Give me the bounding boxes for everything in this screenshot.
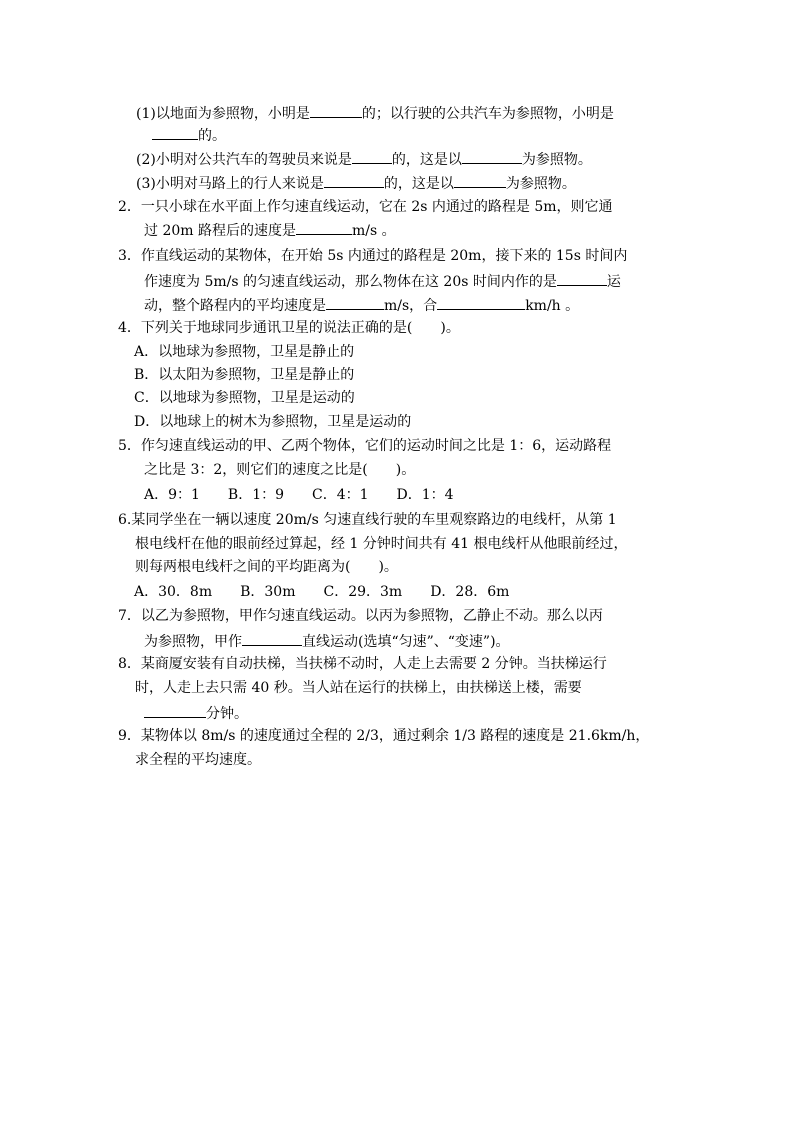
q2-line2 <box>144 219 396 241</box>
q6-line1: 6.某同学坐在一辆以速度 20m/s 匀速直线行驶的车里观察路边的电线杆，从第 1 <box>118 512 617 528</box>
q1-sub2-text-a: (2)小明对公共汽车的驾驶员来说是 <box>136 152 352 168</box>
q1-sub1-blank-1[interactable] <box>310 102 362 118</box>
q1-sub2-line <box>136 148 592 170</box>
q7-blank[interactable] <box>242 630 302 646</box>
q5-line1: 5．作匀速直线运动的甲、乙两个物体，它们的运动时间之比是 1：6，运动路程 <box>118 438 612 454</box>
q4-option-c[interactable]: C．以地球为参照物，卫星是运动的 <box>134 390 355 406</box>
q3-text-e: km/h 。 <box>525 298 580 314</box>
q3-line1: 3．作直线运动的某物体，在开始 5s 内通过的路程是 20m，接下来的 15s 时间内 <box>118 248 628 264</box>
q2-line1: 2．一只小球在水平面上作匀速直线运动，它在 2s 内通过的路程是 5m，则它通 <box>118 199 613 215</box>
q1-sub3-blank-2[interactable] <box>454 172 506 188</box>
q1-sub3-line <box>136 172 576 194</box>
q1-sub3-blank-1[interactable] <box>324 172 384 188</box>
q1-sub2-blank-1[interactable] <box>352 148 392 164</box>
q3-blank-3[interactable] <box>437 294 525 310</box>
q3-text-a: 作速度为 5m/s 的匀速直线运动，那么物体在这 20s 时间内作的是 <box>144 274 557 290</box>
q4-option-d[interactable]: D．以地球上的树木为参照物，卫星是运动的 <box>134 414 412 430</box>
q1-sub1-blank-2[interactable] <box>152 124 198 140</box>
q4-stem: 4．下列关于地球同步通讯卫星的说法正确的是( )。 <box>118 320 460 336</box>
q3-blank-1[interactable] <box>557 270 607 286</box>
q1-sub3-text-a: (3)小明对马路上的行人来说是 <box>136 176 324 192</box>
q1-sub3-text-c: 为参照物。 <box>505 176 576 192</box>
q2-text-a: 过 20m 路程后的速度是 <box>144 223 296 239</box>
q1-sub1-line1 <box>136 102 614 124</box>
q1-sub1-text-a: (1)以地面为参照物，小明是 <box>136 106 310 122</box>
q8-line1: 8．某商厦安装有自动扶梯，当扶梯不动时，人走上去需要 2 分钟。当扶梯运行 <box>118 656 607 672</box>
q6-line2: 根电线杆在他的眼前经过算起，经 1 分钟时间共有 41 根电线杆从他眼前经过， <box>135 536 628 552</box>
q5-options[interactable]: A．9：1 B．1：9 C．4：1 D．1：4 <box>144 487 454 503</box>
q8-line2: 时，人走上去只需 40 秒。当人站在运行的扶梯上，由扶梯送上楼，需要 <box>135 680 582 696</box>
q5-line2: 之比是 3：2，则它们的速度之比是( )。 <box>144 462 416 478</box>
q6-line3: 则每两根电线杆之间的平均距离为( )。 <box>135 559 398 575</box>
q7-line2 <box>144 630 510 652</box>
q7-line1: 7．以乙为参照物，甲作匀速直线运动。以丙为参照物，乙静止不动。那么以丙 <box>118 608 603 624</box>
q8-line3 <box>144 702 248 724</box>
q2-text-b: m/s 。 <box>352 223 396 239</box>
q2-blank[interactable] <box>296 219 352 235</box>
q1-sub2-text-c: 为参照物。 <box>521 152 592 168</box>
q7-text-a: 为参照物，甲作 <box>144 634 242 650</box>
q1-sub1-line2 <box>152 124 226 146</box>
q3-line3 <box>144 294 579 316</box>
q9-line2: 求全程的平均速度。 <box>135 752 261 768</box>
q7-text-b: 直线运动(选填“匀速”、“变速”)。 <box>302 634 510 650</box>
q1-sub2-blank-2[interactable] <box>462 148 522 164</box>
q1-sub1-text-b: 的；以行驶的公共汽车为参照物，小明是 <box>361 106 614 122</box>
q9-line1: 9．某物体以 8m/s 的速度通过全程的 2/3，通过剩余 1/3 路程的速度是 21.6km/h， <box>118 728 650 744</box>
q8-blank[interactable] <box>144 702 206 718</box>
q1-sub1-text-c: 的。 <box>198 128 226 144</box>
q1-sub3-text-b: 的，这是以 <box>383 176 454 192</box>
q4-option-b[interactable]: B．以太阳为参照物，卫星是静止的 <box>134 367 355 383</box>
q3-blank-2[interactable] <box>326 294 384 310</box>
q1-sub2-text-b: 的，这是以 <box>391 152 462 168</box>
q3-line2 <box>144 270 621 292</box>
q3-text-d: m/s，合 <box>384 298 438 314</box>
q4-option-a[interactable]: A．以地球为参照物，卫星是静止的 <box>134 344 355 360</box>
q8-text: 分钟。 <box>206 706 248 722</box>
q3-text-c: 动，整个路程内的平均速度是 <box>144 298 326 314</box>
q6-options[interactable]: A．30．8m B．30m C．29．3m D．28．6m <box>134 584 510 600</box>
q3-text-b: 运 <box>606 274 621 290</box>
